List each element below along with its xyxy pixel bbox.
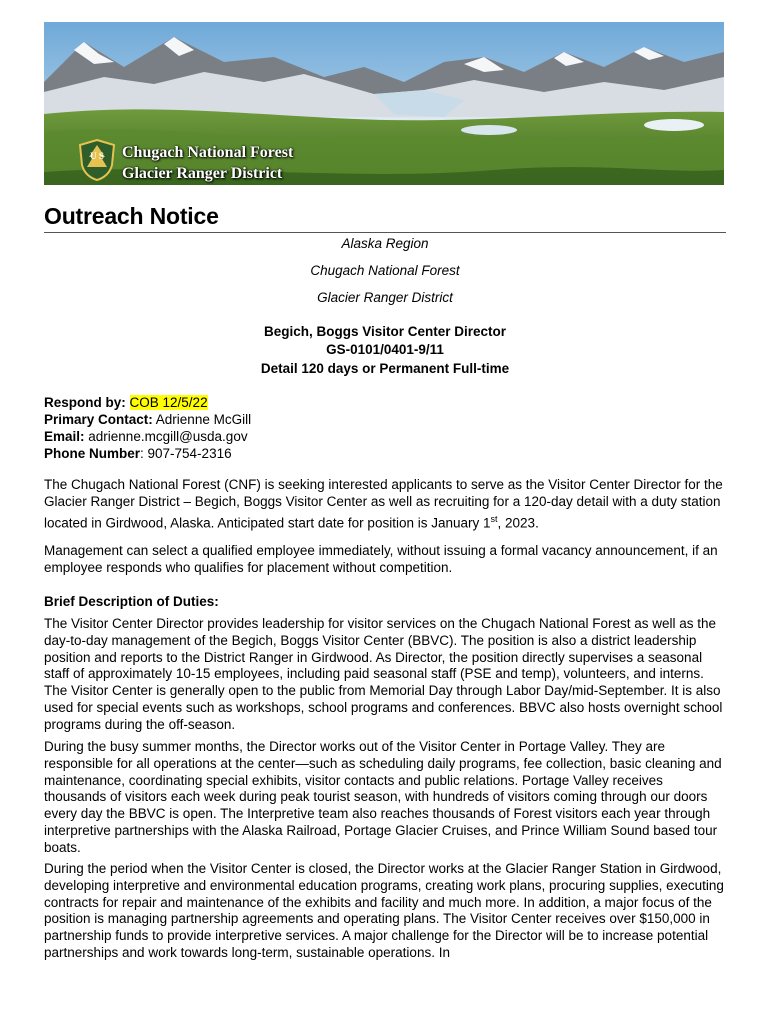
intro-text: The Chugach National Forest (CNF) is seeking interested applicants to serve as the Visitor Center Director for the Glacier Ranger District – Begich, Boggs Visitor Center as well as recruiting for a 120-day detail with a duty station located in Girdwood, Alaska. Anticipated start date for position is January 1 <box>44 477 723 531</box>
duties-paragraph-2: During the busy summer months, the Director works out of the Visitor Center in Portage Valley. They are responsible for all operations at the center—such as scheduling daily programs, fee collection, basic cleaning and maintenance, coordinating special exhibits, visitor contacts and public relations. Portage Valley receives thousands of visitors each week during peak tourist season, with hundreds of visitors coming through our doors every day the BBVC is open. The Interpretive team also reaches thousands of Forest visitors each year through interpretive partnerships with the Alaska Railroad, Portage Glacier Cruises, and Prince William Sound based tour boats. <box>44 739 722 855</box>
phone-line <box>44 445 232 462</box>
duties-heading: Brief Description of Duties: <box>44 594 219 609</box>
title-divider <box>44 232 726 233</box>
duties-paragraph-1: The Visitor Center Director provides leadership for visitor services on the Chugach National Forest as well as the day-to-day management of the Begich, Boggs Visitor Center (BBVC). The position is also a district leadership position and reports to the District Ranger in Girdwood. As Director, the position directly supervises a seasonal staff of approximately 10-15 employees, including paid seasonal staff (PSE and temp), volunteers, and interns. The Visitor Center is generally open to the public from Memorial Day through Labor Day/mid-September. It is also used for special events such as workshops, school programs and conferences. BBVC also hosts overnight school programs during the off-season. <box>44 616 723 732</box>
usda-forest-service-shield-icon <box>78 139 116 181</box>
position-title: Begich, Boggs Visitor Center Director <box>263 324 507 339</box>
duties-paragraph-3: During the period when the Visitor Center is closed, the Director works at the Glacier Ranger Station in Girdwood, developing interpretive and environmental education programs, creating work plans, procuring supplies, executing contracts for repair and maintenance of the exhibits and facility and much more. In addition, a major focus of the position is managing partnership agreements and operating plans. The Visitor Center receives over $150,000 in partnership funds to provide interpretive services. A major challenge for the Director will be to increase potential partnerships and work towards long-term, sustainable operations. In <box>44 861 724 960</box>
page-title: Outreach Notice <box>44 203 219 229</box>
subheader-forest: Chugach National Forest <box>310 263 460 278</box>
subheader-district: Glacier Ranger District <box>317 290 453 305</box>
intro-paragraph <box>44 477 726 532</box>
banner-district-name: Glacier Ranger District <box>122 165 283 182</box>
email-label: Email: <box>44 429 85 444</box>
svg-text:U S: U S <box>90 151 104 161</box>
position-series: GS-0101/0401-9/11 <box>326 342 444 357</box>
subheader-region: Alaska Region <box>341 236 429 251</box>
management-paragraph: Management can select a qualified employee immediately, without issuing a formal vacancy announcement, if an employee responds who qualifies for placement without competition. <box>44 543 718 575</box>
email-line <box>44 428 248 445</box>
email-value[interactable]: adrienne.mcgill@usda.gov <box>88 429 248 444</box>
intro-text-end: , 2023. <box>497 515 539 531</box>
header-banner-image <box>44 22 724 185</box>
respond-by-label: Respond by: <box>44 395 126 410</box>
respond-by-line <box>44 394 208 411</box>
primary-contact-value: Adrienne McGill <box>155 412 252 427</box>
banner-forest-name: Chugach National Forest <box>122 144 294 161</box>
respond-by-value: COB 12/5/22 <box>129 395 208 410</box>
primary-contact-label: Primary Contact: <box>44 412 153 427</box>
phone-label: Phone Number <box>44 446 141 461</box>
phone-value: : 907-754-2316 <box>140 446 232 461</box>
position-detail: Detail 120 days or Permanent Full-time <box>260 361 510 376</box>
primary-contact-line <box>44 411 251 428</box>
intro-superscript: st <box>490 513 498 524</box>
